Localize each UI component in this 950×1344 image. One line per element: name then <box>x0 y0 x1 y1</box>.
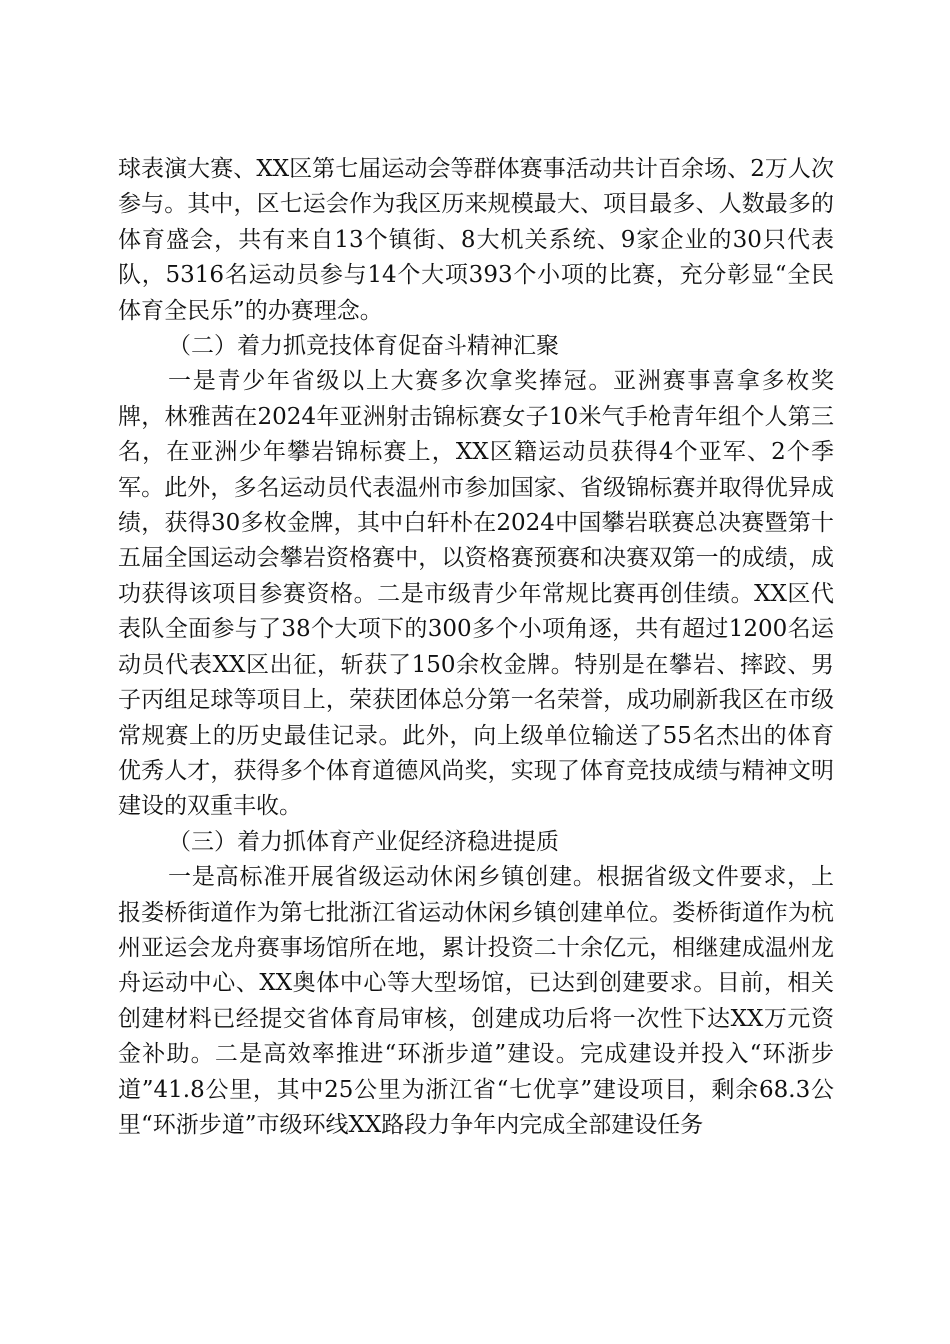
section-heading-sports-industry: （三）着力抓体育产业促经济稳进提质 <box>168 828 559 855</box>
paragraph-mass-events: 球表演大赛、XX区第七届运动会等群体赛事活动共计百余场、2万人次参与。其中，区七运会作为我区历来规模最大、项目最多、人数最多的体育盛会，共有来自13个镇街、8大机关系统、9家企业的30只代表队，5316名运动员参与14个大项393个小项的比赛，充分彰显“全民体育全民乐”的办赛理念。 <box>118 156 834 324</box>
document-body <box>118 152 834 1143</box>
paragraph-competitive-sports: 一是青少年省级以上大赛多次拿奖捧冠。亚洲赛事喜拿多枚奖牌，林雅茜在2024年亚洲射击锦标赛女子10米气手枪青年组个人第三名，在亚洲少年攀岩锦标赛上，XX区籍运动员获得4个亚军、2个季军。此外，多名运动员代表温州市参加国家、省级锦标赛并取得优异成绩，获得30多枚金牌，其中白轩朴在2024中国攀岩联赛总决赛暨第十五届全国运动会攀岩资格赛中，以资格赛预赛和决赛双第一的成绩，成功获得该项目参赛资格。二是市级青少年常规比赛再创佳绩。XX区代表队全面参与了38个大项下的300多个小项角逐，共有超过1200名运动员代表XX区出征，斩获了150余枚金牌。特别是在攀岩、摔跤、男子丙组足球等项目上，荣获团体总分第一名荣誉，成功刷新我区在市级常规赛上的历史最佳记录。此外，向上级单位输送了55名杰出的体育优秀人才，获得多个体育道德风尚奖，实现了体育竞技成绩与精神文明建设的双重丰收。 <box>118 368 834 820</box>
paragraph-sports-industry: 一是高标准开展省级运动休闲乡镇创建。根据省级文件要求，上报娄桥街道作为第七批浙江省运动休闲乡镇创建单位。娄桥街道作为杭州亚运会龙舟赛事场馆所在地，累计投资二十余亿元，相继建成温州龙舟运动中心、XX奥体中心等大型场馆，已达到创建要求。目前，相关创建材料已经提交省体育局审核，创建成功后将一次性下达XX万元资金补助。二是高效率推进“环浙步道”建设。完成建设并投入“环浙步道”41.8公里，其中25公里为浙江省“七优享”建设项目，剩余68.3公里“环浙步道”市级环线XX路段力争年内完成全部建设任务 <box>118 864 834 1138</box>
section-heading-competitive-sports: （二）着力抓竞技体育促奋斗精神汇聚 <box>168 333 559 360</box>
